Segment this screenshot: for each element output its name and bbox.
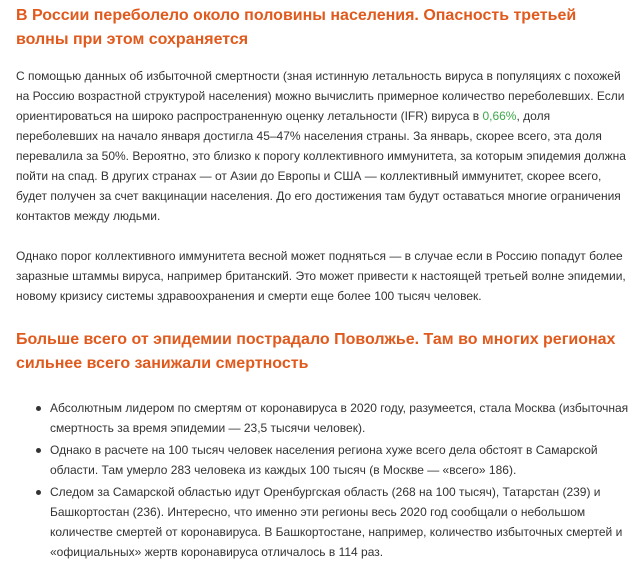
- paragraph-third-wave: Однако порог коллективного иммунитета весной может подняться — в случае если в Россию попадут более заразные штаммы вируса, например британский. Это может привести к настоящей третьей волне эпидемии, новому кризису системы здравоохранения и смерти еще более 100 тысяч человек.: [16, 249, 626, 303]
- ifr-link[interactable]: 0,66%: [482, 109, 517, 123]
- section-heading-volga-region: Больше всего от эпидемии пострадало Поволжье. Там во многих регионах сильнее всего занижали смертность: [16, 331, 616, 372]
- bullet-icon: [36, 448, 41, 453]
- list-item-text: Однако в расчете на 100 тысяч человек населения региона хуже всего дела обстоят в Самарской области. Там умерло 283 человека из каждых 100 тысяч (в Москве — «всего» 186).: [50, 443, 598, 477]
- list-item: [36, 440, 632, 480]
- section-heading-herd-immunity: В России переболело около половины населения. Опасность третьей волны при этом сохраняется: [16, 7, 577, 48]
- list-item-text: Абсолютным лидером по смертям от коронавируса в 2020 году, разумеется, стала Москва (избыточная смертность за время эпидемии — 23,5 тысячи человек).: [50, 401, 629, 435]
- list-item: [36, 482, 632, 562]
- list-item-text: Следом за Самарской областью идут Оренбургская область (268 на 100 тысяч), Татарстан (239) и Башкортостан (236). Интересно, что именно эти регионы весь 2020 год сообщали о небольшом количестве смертей от коронавируса. В Башкортостане, например, количество избыточных смертей и «официальных» жертв коронавируса отличалось в 114 раз.: [50, 485, 623, 559]
- bullet-icon: [36, 490, 41, 495]
- paragraph-text-start: С помощью данных об избыточной смертности (зная истинную летальность вируса в популяциях с похожей на Россию возрастной структурой населения) можно вычислить примерное количество переболевших. Если ориентироваться на широко распространенную оценку летальности (IFR) вируса в: [16, 69, 625, 123]
- paragraph-ifr-estimate: [16, 66, 632, 226]
- paragraph-text-end: , доля переболевших на начало января достигла 45–47% населения страны. За январь, скорее всего, эта доля перевалила за 50%. Вероятно, это близко к порогу коллективного иммунитета, за которым эпидемия должна пойти на спад. В других странах — от Азии до Европы и США — коллективный иммунитет, скорее всего, будет получен за счет вакцинации населения. До его достижения там будут оставаться многие ограничения контактов между людьми.: [16, 109, 626, 223]
- bullet-icon: [36, 406, 41, 411]
- bullet-list: [16, 398, 632, 562]
- list-item: [36, 398, 632, 438]
